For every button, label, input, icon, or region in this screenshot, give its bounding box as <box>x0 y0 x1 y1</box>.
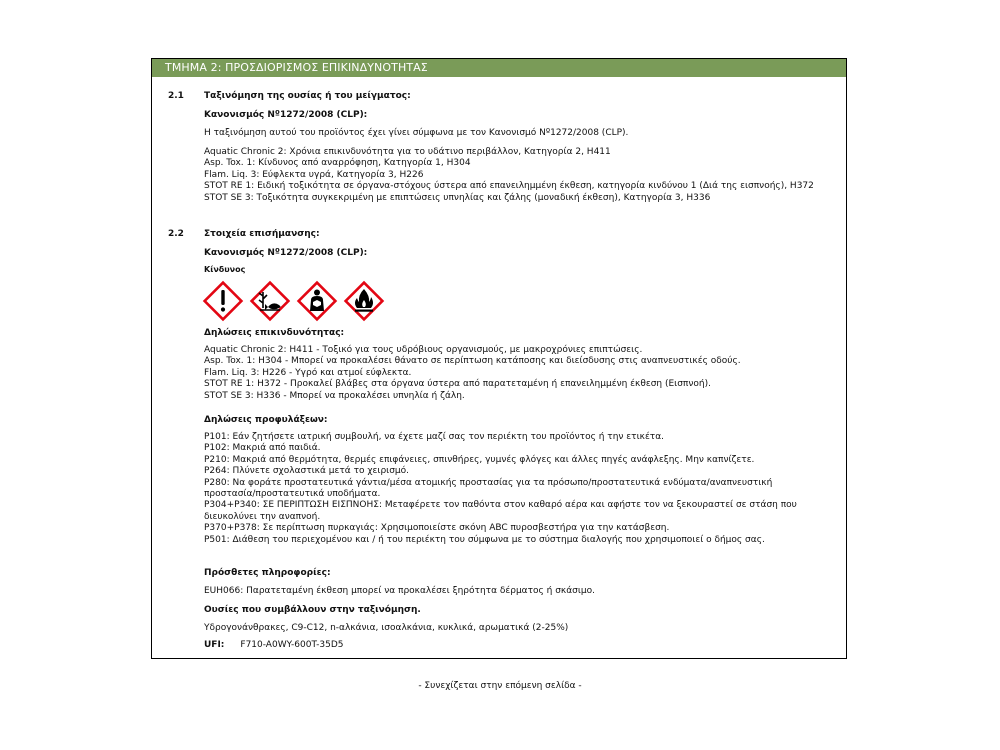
precaution-statement: P102: Μακριά από παιδιά. <box>204 443 321 454</box>
precaution-statement: P101: Εάν ζητήσετε ιατρική συμβουλή, να έχετε μαζί σας τον περιέκτη του προϊόντος ή την ετικέτα. <box>204 432 665 442</box>
section-2-1-title: Ταξινόμηση της ουσίας ή του μείγματος: <box>204 91 411 101</box>
ufi-label: UFI: <box>204 640 225 650</box>
classification-item: Asp. Tox. 1: Κίνδυνος από αναρρόφηση, Κατηγορία 1, H304 <box>204 158 471 169</box>
precaution-statement: P210: Μακριά από θερμότητα, θερμές επιφάνειες, σπινθήρες, γυμνές φλόγες και άλλες πηγές ανάφλεξης. Μην καπνίζετε. <box>204 454 755 465</box>
precaution-statement: προστασία/προστατευτικά υποδήματα. <box>204 489 381 500</box>
hazard-statements-list <box>204 345 741 402</box>
section-2-2-regulation: Κανονισμός Nº1272/2008 (CLP): <box>204 248 368 258</box>
precaution-statement: P280: Να φοράτε προστατευτικά γάντια/μέσα ατομικής προστασίας για τα πρόσωπο/προστατευτικά ενδύματα/αναπνευστική <box>204 477 773 488</box>
precaution-statements-title: Δηλώσεις προφυλάξεων: <box>204 415 328 425</box>
hazard-statement: Aquatic Chronic 2: H411 - Τοξικό για τους υδρόβιους οργανισμούς, με μακροχρόνιες επιπτώσεις. <box>204 345 643 355</box>
section-banner: ΤΜΗΜΑ 2: ΠΡΟΣΔΙΟΡΙΣΜΟΣ ΕΠΙΚΙΝΔΥΝΟΤΗΤΑΣ <box>152 59 846 77</box>
ufi-row <box>204 639 343 651</box>
ghs-pictograms <box>202 280 392 322</box>
environment-icon <box>249 280 291 322</box>
additional-info-text: EUH066: Παρατεταμένη έκθεση μπορεί να προκαλέσει ξηρότητα δέρματος ή σκάσιμο. <box>204 586 596 596</box>
classification-item: Flam. Liq. 3: Εύφλεκτα υγρά, Κατηγορία 3, H226 <box>204 169 424 180</box>
hazard-statement: Flam. Liq. 3: H226 - Υγρό και ατμοί εύφλεκτα. <box>204 367 412 378</box>
precaution-statement: P370+P378: Σε περίπτωση πυρκαγιάς: Χρησιμοποιείστε σκόνη ABC πυροσβεστήρα για την κατάσβεση. <box>204 523 670 534</box>
precaution-statement: διευκολύνει την αναπνοή. <box>204 511 321 522</box>
precaution-statement: P264: Πλύνετε σχολαστικά μετά το χειρισμό. <box>204 466 410 477</box>
classification-item: STOT SE 3: Τοξικότητα συγκεκριμένη με επιπτώσεις υπνηλίας και ζάλης (μοναδική έκθεση), Κατηγορία 3, H336 <box>204 192 711 203</box>
additional-info-title: Πρόσθετες πληροφορίες: <box>204 568 331 578</box>
ufi-value: F710-A0WY-600T-35D5 <box>240 640 344 650</box>
classification-item: Aquatic Chronic 2: Χρόνια επικινδυνότητα για το υδάτινο περιβάλλον, Κατηγορία 2, H411 <box>204 147 611 157</box>
section-2-1-intro: Η ταξινόμηση αυτού του προϊόντος έχει γίνει σύμφωνα με τον Κανονισμό Nº1272/2008 (CLP). <box>204 128 629 138</box>
hazard-statements-title: Δηλώσεις επικινδυνότητας: <box>204 328 345 338</box>
hazard-statement: Asp. Tox. 1: H304 - Μπορεί να προκαλέσει θάνατο σε περίπτωση κατάποσης και διείσδυσης στις αναπνευστικές οδούς. <box>204 356 741 367</box>
exclamation-mark-icon <box>202 280 244 322</box>
contributing-substances-title: Ουσίες που συμβάλλουν στην ταξινόμηση. <box>204 605 421 615</box>
section-2-1-regulation: Κανονισμός Nº1272/2008 (CLP): <box>204 110 368 120</box>
classification-item: STOT RE 1: Ειδική τοξικότητα σε όργανα-στόχους ύστερα από επανειλημμένη έκθεση, κατηγορία κινδύνου 1 (Διά της εισπνοής), H372 <box>204 181 814 192</box>
section-2-2-number: 2.2 <box>168 229 184 239</box>
precaution-statements-list <box>204 432 797 546</box>
continued-footer: - Συνεχίζεται στην επόμενη σελίδα - <box>418 681 582 691</box>
section-2-2-title: Στοιχεία επισήμανσης: <box>204 229 320 239</box>
precaution-statement: P501: Διάθεση του περιεχομένου και / ή του περιέκτη του σύμφωνα με το σύστημα διαλογής που χρησιμοποιεί ο δήμος σας. <box>204 534 765 545</box>
health-hazard-icon <box>296 280 338 322</box>
section-2-box <box>151 58 847 659</box>
precaution-statement: P304+P340: ΣΕ ΠΕΡΙΠΤΩΣΗ ΕΙΣΠΝΟΗΣ: Μεταφέρετε τον παθόντα στον καθαρό αέρα και αφήστε τον να ξεκουραστεί σε στάση που <box>204 500 797 511</box>
classification-list <box>204 147 814 204</box>
section-2-1-number: 2.1 <box>168 91 184 101</box>
contributing-substances-text: Υδρογονάνθρακες, C9-C12, n-αλκάνια, ισοαλκάνια, κυκλικά, αρωματικά (2-25%) <box>204 623 569 633</box>
hazard-statement: STOT SE 3: H336 - Μπορεί να προκαλέσει υπνηλία ή ζάλη. <box>204 390 465 401</box>
hazard-statement: STOT RE 1: H372 - Προκαλεί βλάβες στα όργανα ύστερα από παρατεταμένη ή επανειλημμένη έκθεση (Εισπνοή). <box>204 379 711 390</box>
flame-icon <box>343 280 385 322</box>
signal-word: Κίνδυνος <box>204 265 246 274</box>
